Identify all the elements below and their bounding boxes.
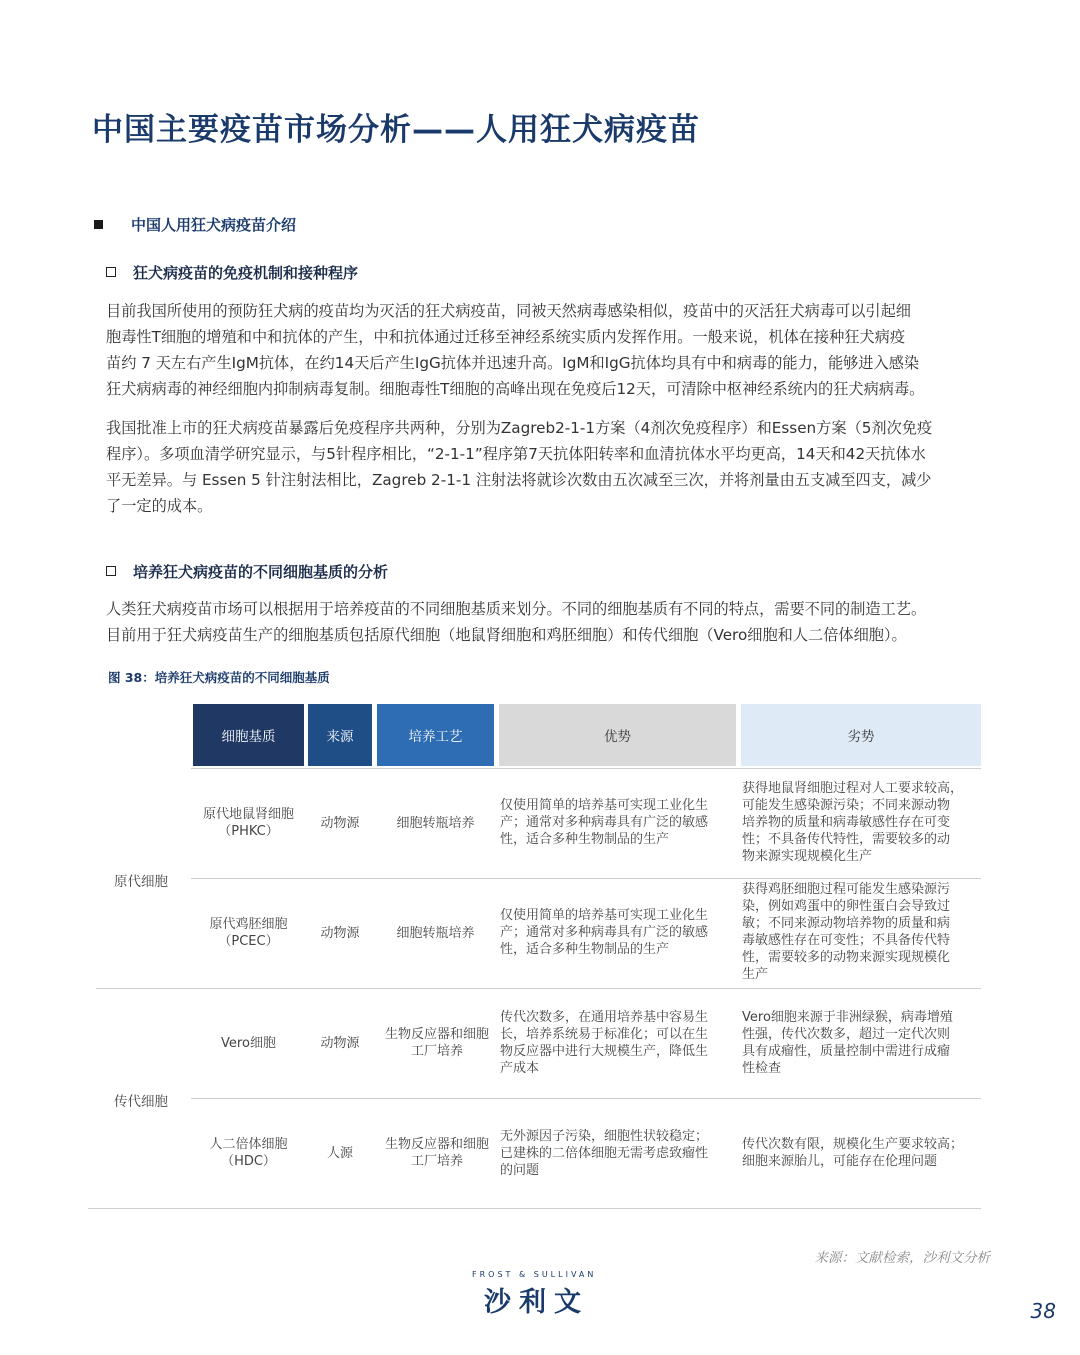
cell-line: 性，适合多种生物制品的生产 <box>500 942 670 957</box>
table-row-phkc-cons <box>742 780 982 865</box>
table-row-hdc-source: 人源 <box>326 1146 353 1161</box>
bullet-square-icon <box>94 220 103 229</box>
cell-line: （PHKC） <box>218 824 279 839</box>
paragraph-line: 人类狂犬病疫苗市场可以根据用于培养疫苗的不同细胞基质来划分。不同的细胞基质有不同的特点，需要不同的制造工艺。 <box>106 600 927 618</box>
table-row-phkc-pros <box>500 797 736 848</box>
table-divider <box>191 1098 981 1099</box>
cell-line: 物来源实现规模化生产 <box>742 849 873 864</box>
paragraph-cell-substrate <box>106 596 986 648</box>
cell-line: 人二倍体细胞 <box>209 1137 288 1152</box>
cell-line: 细胞来源胎儿，可能存在伦理问题 <box>742 1154 938 1169</box>
cell-line: 原代地鼠肾细胞 <box>202 807 294 822</box>
category-passage-cells: 传代细胞 <box>114 1094 168 1110</box>
table-divider <box>96 988 981 989</box>
logo-chinese: 沙利文 <box>484 1287 589 1318</box>
table-row-vero-substrate <box>193 1035 304 1052</box>
table-row-vero-source: 动物源 <box>320 1036 360 1051</box>
cell-line: 性，需要较多的动物来源实现规模化 <box>742 950 951 965</box>
table-divider <box>191 768 981 769</box>
cell-line: 生物反应器和细胞 <box>384 1137 489 1152</box>
table-divider <box>191 878 981 879</box>
cell-line: 产成本 <box>500 1061 540 1076</box>
section-heading <box>94 214 296 235</box>
cell-line: 具有成瘤性，质量控制中需进行成瘤 <box>742 1044 951 1059</box>
paragraph-line: 程序）。多项血清学研究显示，与5针程序相比，“2-1-1”程序第7天抗体阳转率和血清抗体水平均更高，14天和42天抗体水 <box>106 445 926 463</box>
cell-line: 工厂培养 <box>410 1044 463 1059</box>
cell-line: 染，例如鸡蛋中的卵性蛋白会导致过 <box>742 899 951 914</box>
table-row-vero-pros <box>500 1009 736 1077</box>
cell-line: （PCEC） <box>218 934 279 949</box>
subheading-cell-substrate <box>106 561 388 582</box>
cell-line: 生产 <box>742 967 769 982</box>
cell-line: 传代次数有限，规模化生产要求较高； <box>742 1137 964 1152</box>
paragraph-line: 平无差异。与 Essen 5 针注射法相比，Zagreb 2-1-1 注射法将就诊次数由五次减至三次，并将剂量由五支减至四支，减少 <box>106 471 932 489</box>
category-primary-cells: 原代细胞 <box>114 874 168 890</box>
page-number: 38 <box>1030 1299 1056 1323</box>
table-row-pcec-cons <box>742 881 982 983</box>
logo-english: FROST & SULLIVAN <box>472 1270 597 1279</box>
table-row-hdc-substrate <box>193 1136 304 1170</box>
table-row-pcec-source: 动物源 <box>320 926 360 941</box>
table-row-hdc-pros <box>500 1128 736 1179</box>
cell-line: 性，适合多种生物制品的生产 <box>500 832 670 847</box>
cell-line: 毒敏感性存在可变性；不具备传代特 <box>742 933 951 948</box>
cell-line: 原代鸡胚细胞 <box>209 917 288 932</box>
cell-line: （HDC） <box>221 1154 276 1169</box>
cell-line: 性；不具备传代特性，需要较多的动 <box>742 832 951 847</box>
cell-line: 产；通常对多种病毒具有广泛的敏感 <box>500 815 709 830</box>
cell-line: Vero细胞 <box>221 1036 276 1051</box>
section-heading-text: 中国人用狂犬病疫苗介绍 <box>131 216 297 234</box>
paragraph-immunization-schedule <box>106 415 986 519</box>
table-row-pcec-process <box>377 925 494 942</box>
cell-line: 仅使用简单的培养基可实现工业化生 <box>500 798 709 813</box>
table-header-substrate: 细胞基质 <box>193 704 304 766</box>
cell-line: 生物反应器和细胞 <box>384 1027 489 1042</box>
paragraph-line: 狂犬病病毒的神经细胞内抑制病毒复制。细胞毒性T细胞的高峰出现在免疫后12天，可清除中枢神经系统内的狂犬病病毒。 <box>106 380 925 398</box>
cell-line: 传代次数多，在通用培养基中容易生 <box>500 1010 709 1025</box>
table-row-hdc-cons <box>742 1136 982 1170</box>
cell-line: 已建株的二倍体细胞无需考虑致瘤性 <box>500 1146 709 1161</box>
cell-line: 获得鸡胚细胞过程可能发生感染源污 <box>742 882 951 897</box>
table-row-phkc-source: 动物源 <box>320 816 360 831</box>
paragraph-line: 目前我国所使用的预防狂犬病的疫苗均为灭活的狂犬病疫苗，同被天然病毒感染相似，疫苗中的灭活狂犬病毒可以引起细 <box>106 302 911 320</box>
table-row-phkc-process <box>377 815 494 832</box>
cell-line: 性强，传代次数多，超过一定代次则 <box>742 1027 951 1042</box>
cell-line: 细胞转瓶培养 <box>396 816 475 831</box>
cell-line: 敏；不同来源动物培养物的质量和病 <box>742 916 951 931</box>
paragraph-line: 目前用于狂犬病疫苗生产的细胞基质包括原代细胞（地鼠肾细胞和鸡胚细胞）和传代细胞（Vero细胞和人二倍体细胞）。 <box>106 626 907 644</box>
table-header-pros: 优势 <box>499 704 736 766</box>
table-header-process: 培养工艺 <box>377 704 494 766</box>
cell-line: 的问题 <box>500 1163 540 1178</box>
table-row-phkc-substrate <box>193 806 304 840</box>
checkbox-square-icon <box>106 566 116 576</box>
table-row-vero-cons <box>742 1009 982 1077</box>
subheading-immune-mechanism <box>106 262 358 283</box>
cell-line: 细胞转瓶培养 <box>396 926 475 941</box>
cell-line: 可能发生感染源污染；不同来源动物 <box>742 798 951 813</box>
cell-line: 仅使用简单的培养基可实现工业化生 <box>500 908 709 923</box>
page-title: 中国主要疫苗市场分析——人用狂犬病疫苗 <box>92 112 700 148</box>
paragraph-line: 苗约 7 天左右产生IgM抗体，在约14天后产生IgG抗体并迅速升高。IgM和IgG抗体均具有中和病毒的能力，能够进入感染 <box>106 354 920 372</box>
cell-line: 无外源因子污染，细胞性状较稳定； <box>500 1129 709 1144</box>
table-header-cons: 劣势 <box>741 704 981 766</box>
figure-caption: 图 38：培养狂犬病疫苗的不同细胞基质 <box>108 670 330 685</box>
cell-line: 获得地鼠肾细胞过程对人工要求较高， <box>742 781 964 796</box>
paragraph-line: 我国批准上市的狂犬病疫苗暴露后免疫程序共两种，分别为Zagreb2-1-1方案（4剂次免疫程序）和Essen方案（5剂次免疫 <box>106 419 933 437</box>
paragraph-line: 了一定的成本。 <box>106 497 213 515</box>
cell-line: 长，培养系统易于标准化；可以在生 <box>500 1027 709 1042</box>
table-row-pcec-substrate <box>193 916 304 950</box>
cell-line: 工厂培养 <box>410 1154 463 1169</box>
cell-line: 培养物的质量和病毒敏感性存在可变 <box>742 815 951 830</box>
table-header-source: 来源 <box>308 704 372 766</box>
cell-line: Vero细胞来源于非洲绿猴，病毒增殖 <box>742 1010 953 1025</box>
cell-line: 性检查 <box>742 1061 782 1076</box>
table-row-vero-process <box>377 1026 497 1060</box>
paragraph-immune-mechanism <box>106 298 986 402</box>
table-divider <box>88 1208 981 1209</box>
cell-line: 产；通常对多种病毒具有广泛的敏感 <box>500 925 709 940</box>
table-row-pcec-pros <box>500 907 736 958</box>
subheading-text: 培养狂犬病疫苗的不同细胞基质的分析 <box>133 563 389 581</box>
cell-line: 物反应器中进行大规模生产，降低生 <box>500 1044 709 1059</box>
checkbox-square-icon <box>106 267 116 277</box>
source-note: 来源：文献检索，沙利文分析 <box>814 1250 990 1266</box>
table-row-hdc-process <box>377 1136 497 1170</box>
subheading-text: 狂犬病疫苗的免疫机制和接种程序 <box>133 264 359 282</box>
paragraph-line: 胞毒性T细胞的增殖和中和抗体的产生，中和抗体通过迁移至神经系统实质内发挥作用。一般来说，机体在接种狂犬病疫 <box>106 328 906 346</box>
